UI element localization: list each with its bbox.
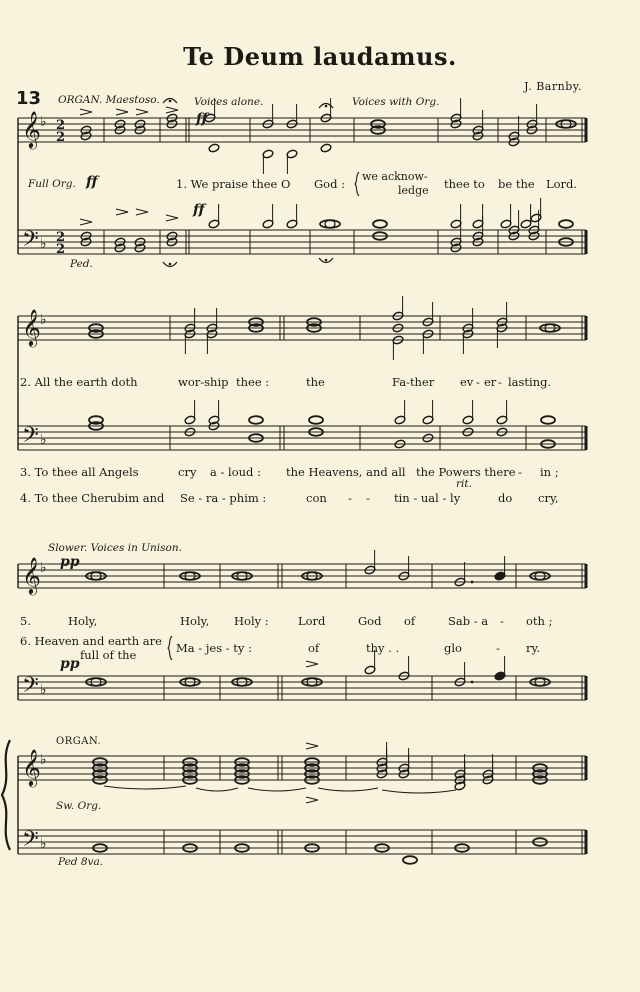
lyric: Holy, [180,614,210,628]
swell-organ-label: Sw. Org. [56,800,102,812]
system-brace [2,740,10,850]
breve-note [325,220,335,228]
lyric: - [496,641,500,655]
lyric: the [306,375,325,389]
flat-sign-icon: ♭ [40,560,47,576]
lyric: Lord. [546,177,578,191]
tie-mark [104,786,186,789]
dynamic-ff-left: ff [86,174,98,190]
whole-note [249,416,263,424]
tempo-direction: Slower. Voices in Unison. [48,542,182,554]
lyric: Holy, [68,614,98,628]
breve-note [320,220,340,228]
hymn-number: 13 [16,88,42,109]
accent-mark [166,215,178,221]
bass-clef-icon: 𝄢 [22,673,39,703]
flat-sign-icon: ♭ [40,682,47,698]
lyric: - [476,375,480,389]
full-org-label: Full Org. [28,178,76,190]
dynamic-ff-upper: ff [196,111,208,127]
treble-clef-icon: 𝄞 [22,748,41,786]
lyric: the Heavens, and all [286,465,406,479]
note-head [208,143,220,153]
whole-note [373,220,387,228]
lyric: con [306,491,327,505]
lyric: full of the [80,648,137,662]
flat-sign-icon: ♭ [40,114,47,130]
flat-sign-icon: ♭ [40,432,47,448]
rit-marking: rit. [456,478,472,490]
lyric: Ma - jes - ty : [176,641,252,655]
organ-tempo: ORGAN. Maestoso. [58,94,160,106]
flat-sign-icon: ♭ [40,312,47,328]
lyric: God : [314,177,346,191]
time-signature: 2 [56,242,66,257]
lyric: ry. [526,641,541,655]
lyric: - [348,491,352,505]
lyric: 1. We praise thee O [176,177,291,191]
tie-mark [196,788,238,791]
lyric: God [358,614,382,628]
tie-mark [248,788,306,791]
time-signature: 2 [56,130,66,145]
lyric: lasting. [508,375,552,389]
note-head [320,143,332,153]
lyric: Sab - a [448,614,489,628]
lyric: thee to [444,177,485,191]
lyric: ev [460,375,474,389]
accent-mark [136,209,148,215]
organ-label: ORGAN. [56,736,102,747]
accent-mark [166,107,178,113]
lyric: - [366,491,370,505]
lyric: a - loud : [210,465,261,479]
lyric: cry [178,465,197,479]
lyric: Lord [298,614,326,628]
composer-name: J. Barnby. [524,80,582,93]
lyric-brace [168,636,172,660]
lyric: be the [498,177,535,191]
lyric: 6. Heaven and earth are [20,634,162,648]
lyric: the Powers there [416,465,516,479]
lyric: 4. To thee Cherubim and [20,491,165,505]
lyric: er [484,375,497,389]
lyric: of [404,614,416,628]
time-signature: 2 [56,230,66,245]
lyric: 3. To thee all Angels [20,465,139,479]
tie-mark [382,790,456,793]
lyric: thy . . [366,641,400,655]
lyric-brace [355,172,359,196]
lyric: - [500,614,504,628]
accent-mark [306,797,318,803]
lyric: of [308,641,320,655]
lyric: 5. [20,614,31,628]
accent-mark [116,209,128,215]
page-title: Te Deum laudamus. [183,42,457,71]
lyric: wor-ship [178,375,229,389]
treble-clef-icon: 𝄞 [22,556,41,594]
dynamic-pp-lower: pp [60,656,80,672]
dynamic-ff-lower: ff [193,202,205,218]
bass-clef-icon: 𝄢 [22,827,39,857]
lyric: - [518,465,522,479]
lyric: - [498,375,502,389]
accent-mark [306,743,318,749]
whole-note [403,856,417,864]
accent-mark [80,109,92,115]
bass-clef-icon: 𝄢 [22,423,39,453]
fermata-mark [169,100,172,103]
lyric: Holy : [234,614,269,628]
fermata-mark [325,105,328,108]
accent-mark [306,661,318,667]
lyric: tin - ual - ly [394,491,461,505]
voices-with-org: Voices with Org. [352,96,440,108]
fermata-mark [169,263,172,266]
tie-mark [318,788,378,791]
accent-mark [80,219,92,225]
dot-mark [471,581,474,584]
lyric: cry, [538,491,559,505]
voices-alone: Voices alone. [194,96,264,108]
accent-mark [136,109,148,115]
lyric: in ; [540,465,559,479]
lyric: do [498,491,513,505]
flat-sign-icon: ♭ [40,752,47,768]
lyric: thee : [236,375,270,389]
flat-sign-icon: ♭ [40,236,47,252]
lyric: glo [444,641,462,655]
dot-mark [471,681,474,684]
whole-note [541,416,555,424]
dynamic-pp-upper: pp [60,554,80,570]
pedal-8va-label: Ped 8va. [58,856,104,868]
treble-clef-icon: 𝄞 [22,308,41,346]
lyric: Fa-ther [392,375,435,389]
flat-sign-icon: ♭ [40,836,47,852]
lyric: ledge [398,184,429,197]
bass-clef-icon: 𝄢 [22,227,39,257]
time-signature: 2 [56,118,66,133]
accent-mark [116,109,128,115]
lyric: we acknow- [362,170,428,183]
ped-label: Ped. [70,258,93,270]
fermata-mark [325,259,328,262]
lyric: Se - ra - phim : [180,491,267,505]
lyric: oth ; [526,614,553,628]
treble-clef-icon: 𝄞 [22,110,41,148]
whole-note [559,220,573,228]
whole-note [309,416,323,424]
lyric: 2. All the earth doth [20,375,138,389]
